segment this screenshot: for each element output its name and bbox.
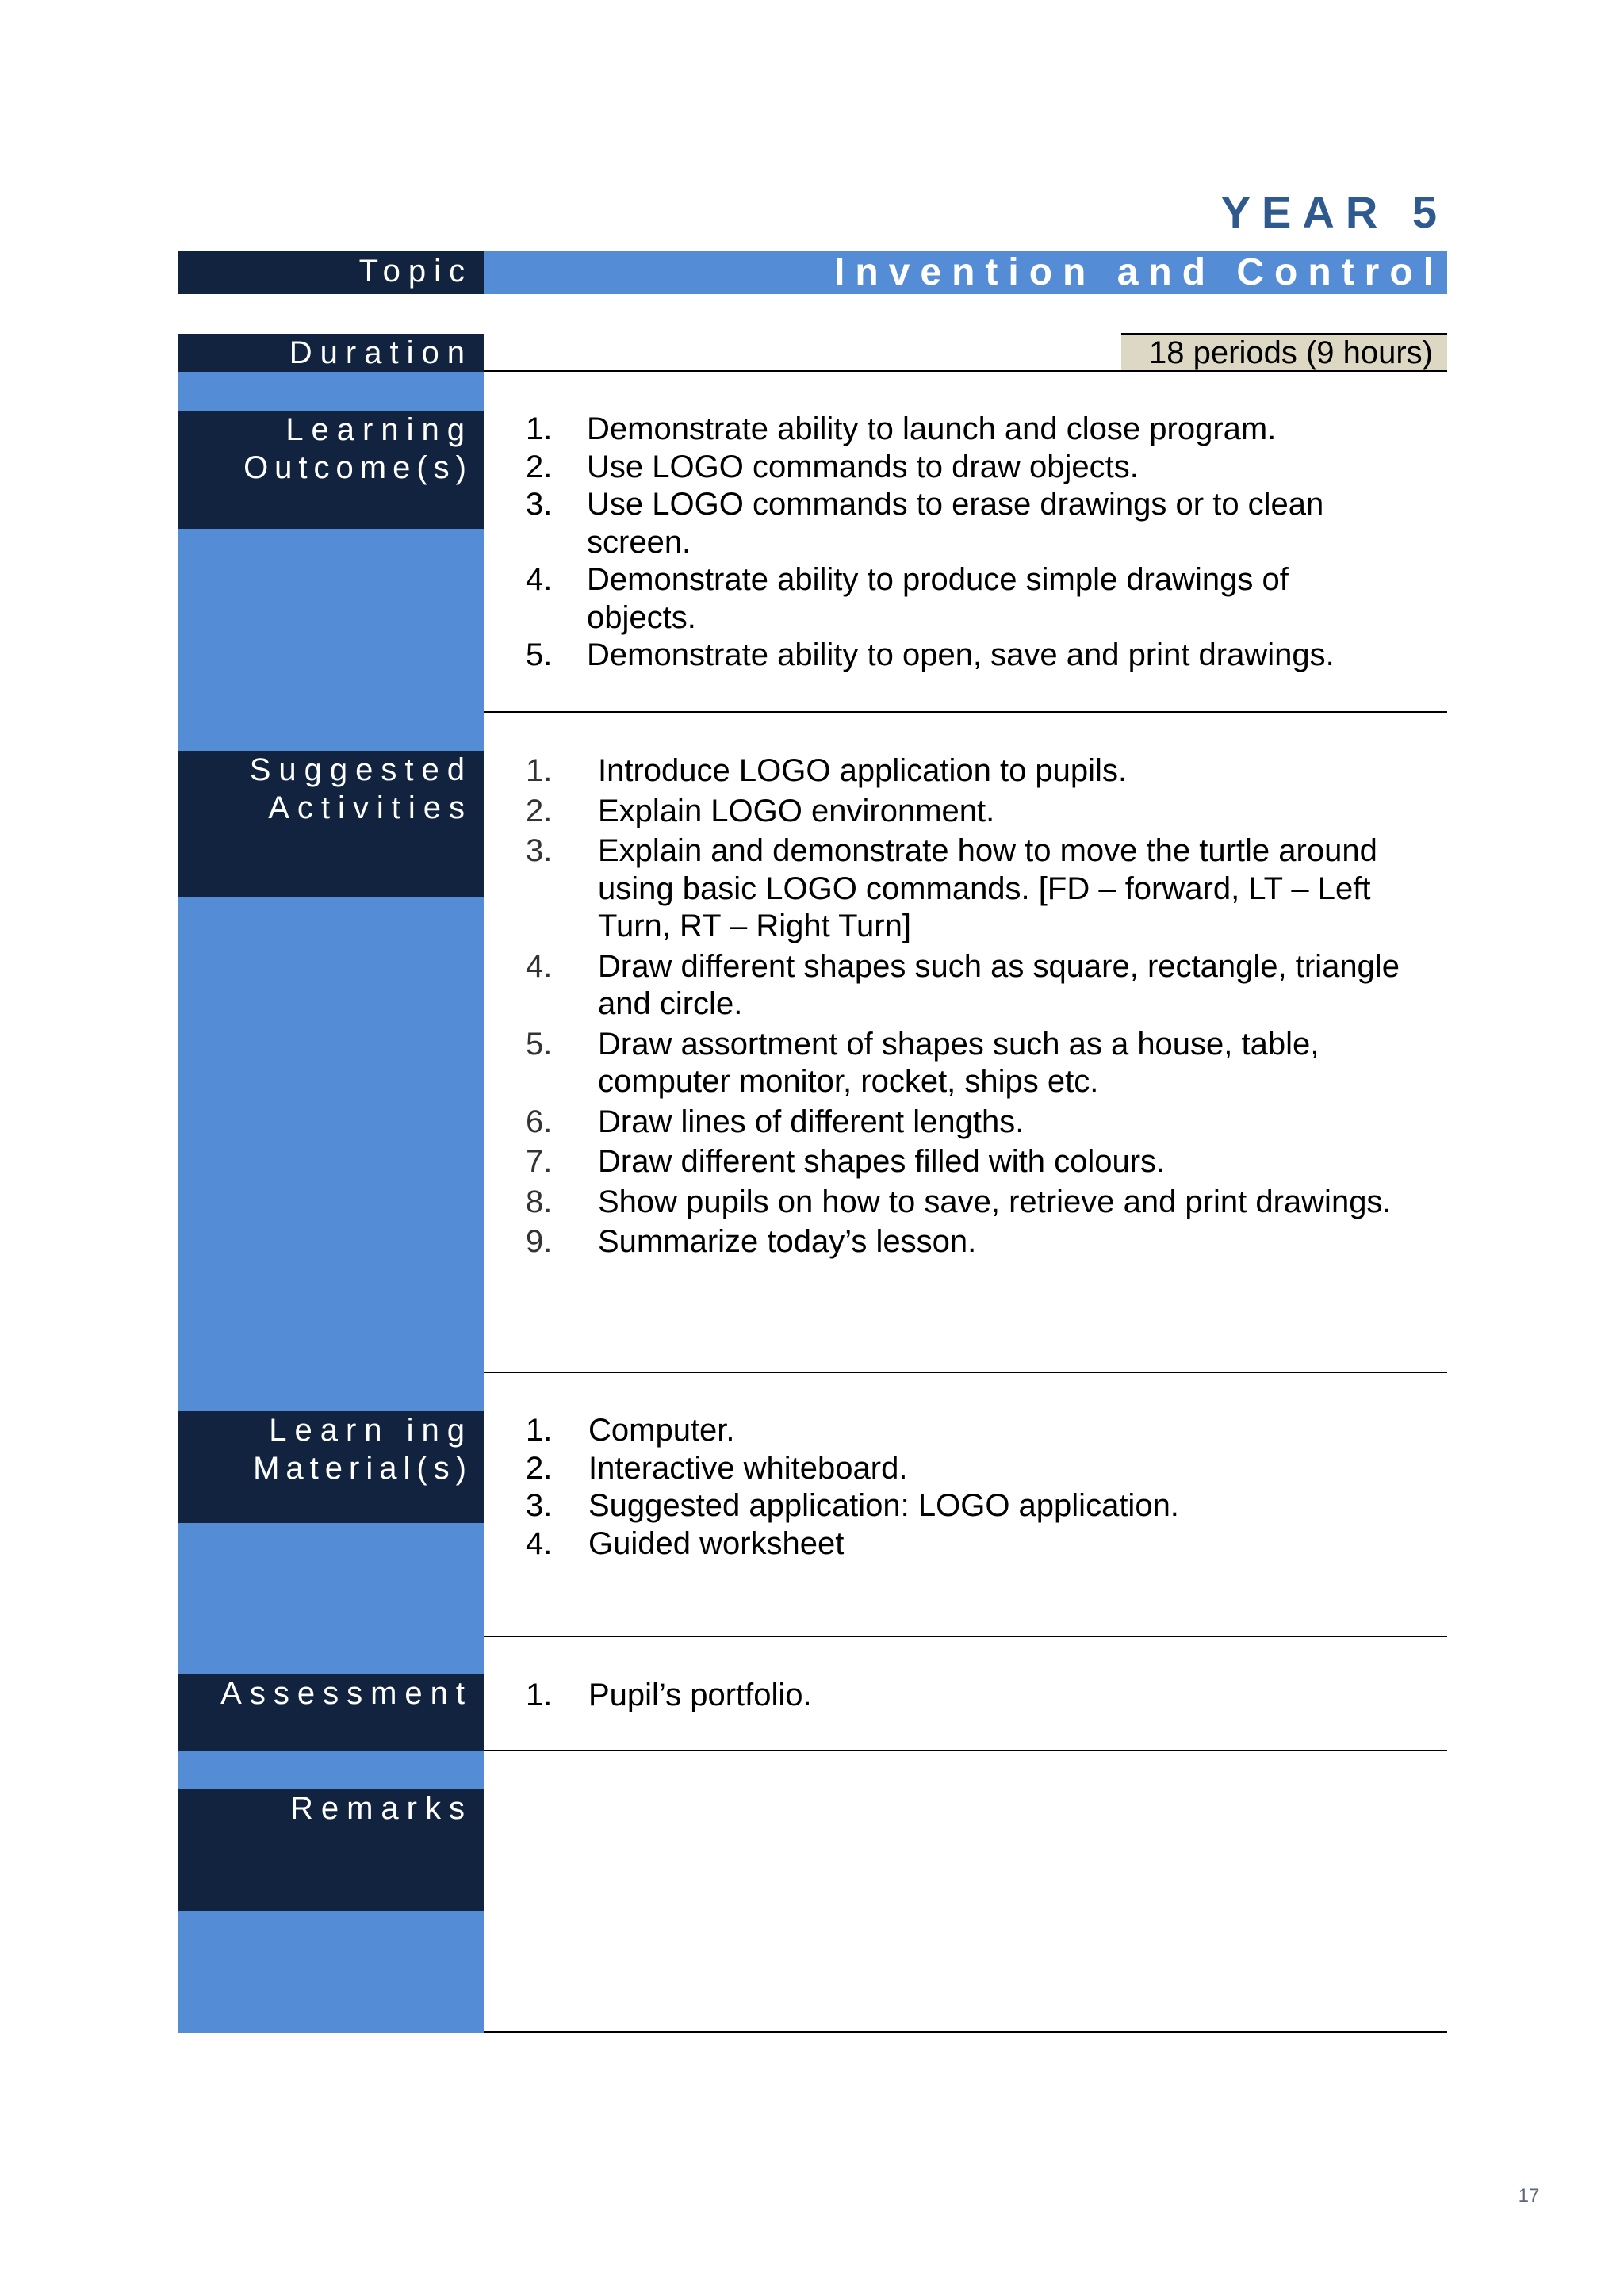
learning-materials-list xyxy=(526,1412,1398,1563)
left-column-band xyxy=(178,1751,484,1789)
list-item xyxy=(526,793,1438,831)
item-text: Show pupils on how to save, retrieve and print drawings. xyxy=(598,1184,1392,1219)
item-number: 3. xyxy=(526,833,553,868)
section-divider xyxy=(484,1372,1447,1373)
learning-outcomes-label-line1: Learning xyxy=(285,412,473,447)
item-number: 9. xyxy=(526,1224,553,1259)
item-number: 2. xyxy=(526,793,553,828)
item-number: 5. xyxy=(526,1026,553,1062)
item-number: 3. xyxy=(526,487,553,522)
topic-value: Invention and Control xyxy=(484,251,1447,294)
list-item xyxy=(526,486,1382,561)
page-number: 17 xyxy=(1518,2185,1540,2206)
suggested-activities-label xyxy=(178,751,484,897)
item-number: 1. xyxy=(526,753,553,788)
list-item xyxy=(526,1525,1398,1563)
item-number: 1. xyxy=(526,411,553,446)
list-item xyxy=(526,1184,1438,1222)
duration-bottom-rule xyxy=(484,370,1447,372)
list-item xyxy=(526,752,1438,790)
item-number: 4. xyxy=(526,948,553,984)
left-column-band xyxy=(178,1523,484,1674)
learning-outcomes-label-line2: Outcome(s) xyxy=(243,450,473,485)
item-text: Demonstrate ability to launch and close program. xyxy=(587,411,1277,446)
item-number: 6. xyxy=(526,1104,553,1139)
item-number: 2. xyxy=(526,1450,553,1486)
learning-outcomes-list xyxy=(526,411,1382,675)
item-number: 7. xyxy=(526,1144,553,1179)
list-item xyxy=(526,948,1438,1024)
duration-label: Duration xyxy=(178,334,484,372)
remarks-label: Remarks xyxy=(178,1789,484,1911)
list-item xyxy=(526,1223,1438,1261)
item-text: Draw different shapes such as square, rectangle, triangle and circle. xyxy=(598,948,1400,1021)
item-text: Computer. xyxy=(588,1413,735,1448)
topic-label: Topic xyxy=(178,251,484,294)
learning-materials-label-line1: Learn ing xyxy=(269,1413,473,1448)
item-number: 2. xyxy=(526,449,553,484)
item-text: Draw lines of different lengths. xyxy=(598,1104,1025,1139)
item-number: 4. xyxy=(526,562,553,597)
list-item xyxy=(526,832,1438,946)
list-item xyxy=(526,1412,1398,1450)
item-text: Demonstrate ability to produce simple drawings of objects. xyxy=(587,562,1289,635)
list-item xyxy=(526,1487,1398,1525)
item-number: 1. xyxy=(526,1678,553,1712)
item-text: Demonstrate ability to open, save and print drawings. xyxy=(587,637,1335,672)
left-column-band xyxy=(178,529,484,751)
item-text: Use LOGO commands to draw objects. xyxy=(587,449,1139,484)
assessment-label: Assessment xyxy=(178,1674,484,1751)
item-text: Draw assortment of shapes such as a house, table, computer monitor, rocket, ships etc. xyxy=(598,1026,1320,1099)
list-item xyxy=(526,1450,1398,1488)
list-item xyxy=(526,449,1382,487)
list-item xyxy=(526,1143,1438,1181)
learning-outcomes-label xyxy=(178,411,484,529)
section-divider xyxy=(484,1636,1447,1637)
section-divider xyxy=(484,711,1447,713)
item-text: Guided worksheet xyxy=(588,1525,845,1561)
item-text: Explain LOGO environment. xyxy=(598,793,995,828)
item-text: Suggested application: LOGO application. xyxy=(588,1488,1179,1523)
left-column-spacer xyxy=(178,372,484,411)
item-text: Summarize today’s lesson. xyxy=(598,1224,977,1259)
item-text: Explain and demonstrate how to move the turtle around using basic LOGO commands. [FD – forward, LT – Left Turn, RT – Right Turn] xyxy=(598,833,1377,943)
item-number: 5. xyxy=(526,637,553,672)
remarks-content xyxy=(484,1789,1447,2031)
item-text: Use LOGO commands to erase drawings or to clean screen. xyxy=(587,487,1324,560)
item-text: Pupil’s portfolio. xyxy=(588,1678,812,1712)
suggested-activities-label-line2: Activities xyxy=(268,790,473,825)
list-item xyxy=(526,1676,1398,1714)
list-item xyxy=(526,637,1382,675)
duration-value: 18 periods (9 hours) xyxy=(1121,335,1447,370)
section-divider xyxy=(484,1750,1447,1751)
list-item xyxy=(526,1104,1438,1142)
item-number: 4. xyxy=(526,1525,553,1561)
item-number: 8. xyxy=(526,1184,553,1219)
suggested-activities-label-line1: Suggested xyxy=(249,752,473,787)
suggested-activities-list xyxy=(526,752,1438,1264)
learning-materials-label-line2: Material(s) xyxy=(253,1451,473,1486)
table-bottom-rule xyxy=(484,2031,1447,2033)
item-number: 1. xyxy=(526,1413,553,1448)
assessment-list xyxy=(526,1676,1398,1714)
left-column-band xyxy=(178,1911,484,2033)
list-item xyxy=(526,561,1382,637)
item-text: Introduce LOGO application to pupils. xyxy=(598,753,1128,788)
list-item xyxy=(526,411,1382,449)
left-column-band xyxy=(178,897,484,1411)
item-text: Interactive whiteboard. xyxy=(588,1450,908,1486)
learning-materials-label xyxy=(178,1411,484,1523)
year-heading: YEAR 5 xyxy=(1220,187,1448,237)
item-text: Draw different shapes filled with colours. xyxy=(598,1144,1166,1179)
item-number: 3. xyxy=(526,1488,553,1523)
list-item xyxy=(526,1026,1438,1101)
